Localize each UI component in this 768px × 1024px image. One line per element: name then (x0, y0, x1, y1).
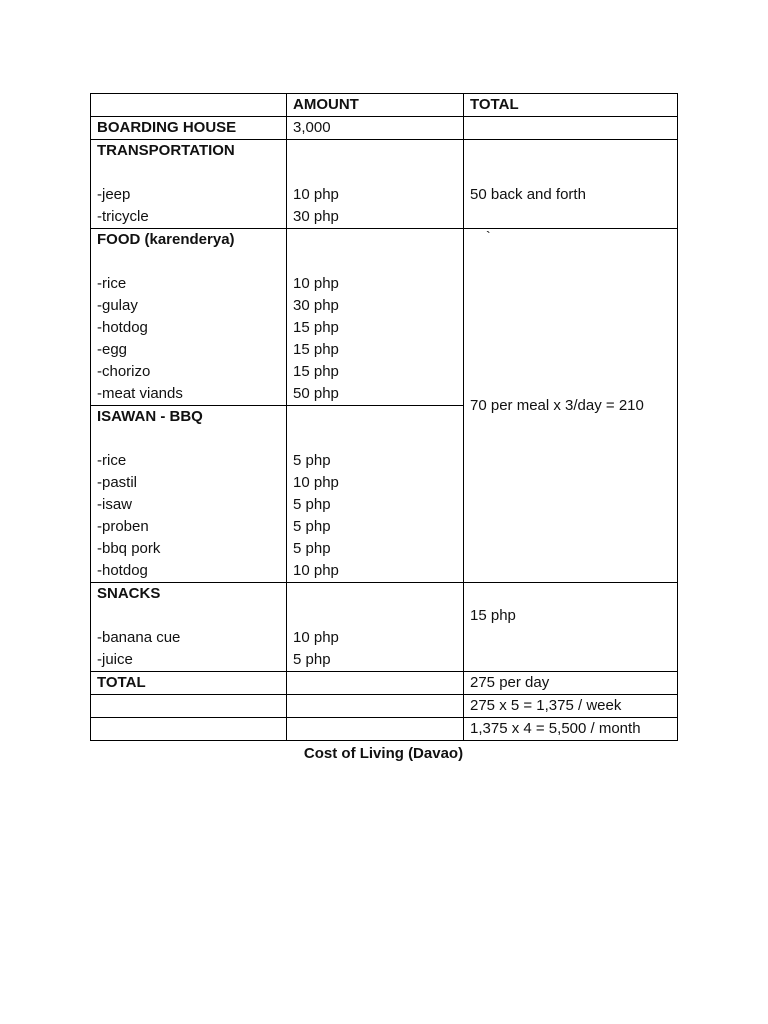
snacks-total-cell (464, 583, 678, 672)
isawan-items (91, 406, 287, 583)
transportation-label: TRANSPORTATION (97, 142, 235, 159)
food-items (91, 229, 287, 406)
item-amount: 15 php (293, 363, 339, 380)
boarding-amount: 3,000 (287, 117, 464, 140)
item-amount: 5 php (293, 496, 331, 513)
list-item: -juice (97, 651, 133, 668)
table-caption: Cost of Living (Davao) (303, 745, 464, 762)
header-total: TOTAL (464, 94, 678, 117)
item-amount: 5 php (293, 518, 331, 535)
snacks-amounts (287, 583, 464, 672)
total-amount-cell (287, 672, 464, 695)
header-amount: AMOUNT (287, 94, 464, 117)
item-amount: 10 php (293, 629, 339, 646)
item-amount: 10 php (293, 275, 339, 292)
transportation-total-cell (464, 140, 678, 229)
total-label: TOTAL (91, 672, 287, 695)
blank-cell (287, 695, 464, 718)
stray-mark: ` (486, 228, 491, 244)
header-blank-cell (91, 94, 287, 117)
snacks-label: SNACKS (97, 585, 161, 602)
snacks-row (91, 583, 678, 672)
blank-cell (287, 718, 464, 741)
snacks-items (91, 583, 287, 672)
item-amount: 15 php (293, 341, 339, 358)
food-label: FOOD (karenderya) (97, 231, 235, 248)
boarding-row (91, 117, 678, 140)
list-item: -pastil (97, 474, 138, 491)
meals-total: 70 per meal x 3/day = 210 (470, 396, 644, 414)
item-amount: 5 php (293, 540, 331, 557)
list-item: -jeep (97, 186, 131, 203)
isawan-amounts (287, 406, 464, 583)
list-item: -rice (97, 275, 127, 292)
list-item: -isaw (97, 496, 133, 513)
list-item: -bbq pork (97, 540, 161, 557)
list-item: -tricycle (97, 208, 149, 225)
transportation-row (91, 140, 678, 229)
list-item: -proben (97, 518, 149, 535)
list-item: -chorizo (97, 363, 151, 380)
total-per-month: 1,375 x 4 = 5,500 / month (464, 718, 678, 741)
list-item: -rice (97, 452, 127, 469)
item-amount: 5 php (293, 651, 331, 668)
item-amount: 5 php (293, 452, 331, 469)
total-per-week: 275 x 5 = 1,375 / week (464, 695, 678, 718)
total-month-row (91, 718, 678, 741)
blank-cell (91, 718, 287, 741)
item-amount: 30 php (293, 208, 339, 225)
snacks-total: 15 php (470, 607, 516, 624)
total-row (91, 672, 678, 695)
transportation-amounts (287, 140, 464, 229)
food-amounts (287, 229, 464, 406)
item-amount: 15 php (293, 319, 339, 336)
item-amount: 10 php (293, 186, 339, 203)
item-amount: 10 php (293, 562, 339, 579)
item-amount: 50 php (293, 385, 339, 402)
transportation-total: 50 back and forth (470, 186, 586, 203)
food-row (91, 229, 678, 406)
item-amount: 30 php (293, 297, 339, 314)
list-item: -banana cue (97, 629, 181, 646)
cost-table (90, 93, 678, 741)
list-item: -meat viands (97, 385, 183, 402)
header-row (91, 94, 678, 117)
list-item: -hotdog (97, 562, 148, 579)
blank-cell (91, 695, 287, 718)
list-item: -gulay (97, 297, 138, 314)
list-item: -egg (97, 341, 128, 358)
total-per-day: 275 per day (464, 672, 678, 695)
boarding-label: BOARDING HOUSE (91, 117, 287, 140)
meals-total-cell (464, 229, 678, 583)
isawan-label: ISAWAN - BBQ (97, 408, 203, 425)
list-item: -hotdog (97, 319, 148, 336)
item-amount: 10 php (293, 474, 339, 491)
total-week-row (91, 695, 678, 718)
transportation-items (91, 140, 287, 229)
boarding-total-cell (464, 117, 678, 140)
